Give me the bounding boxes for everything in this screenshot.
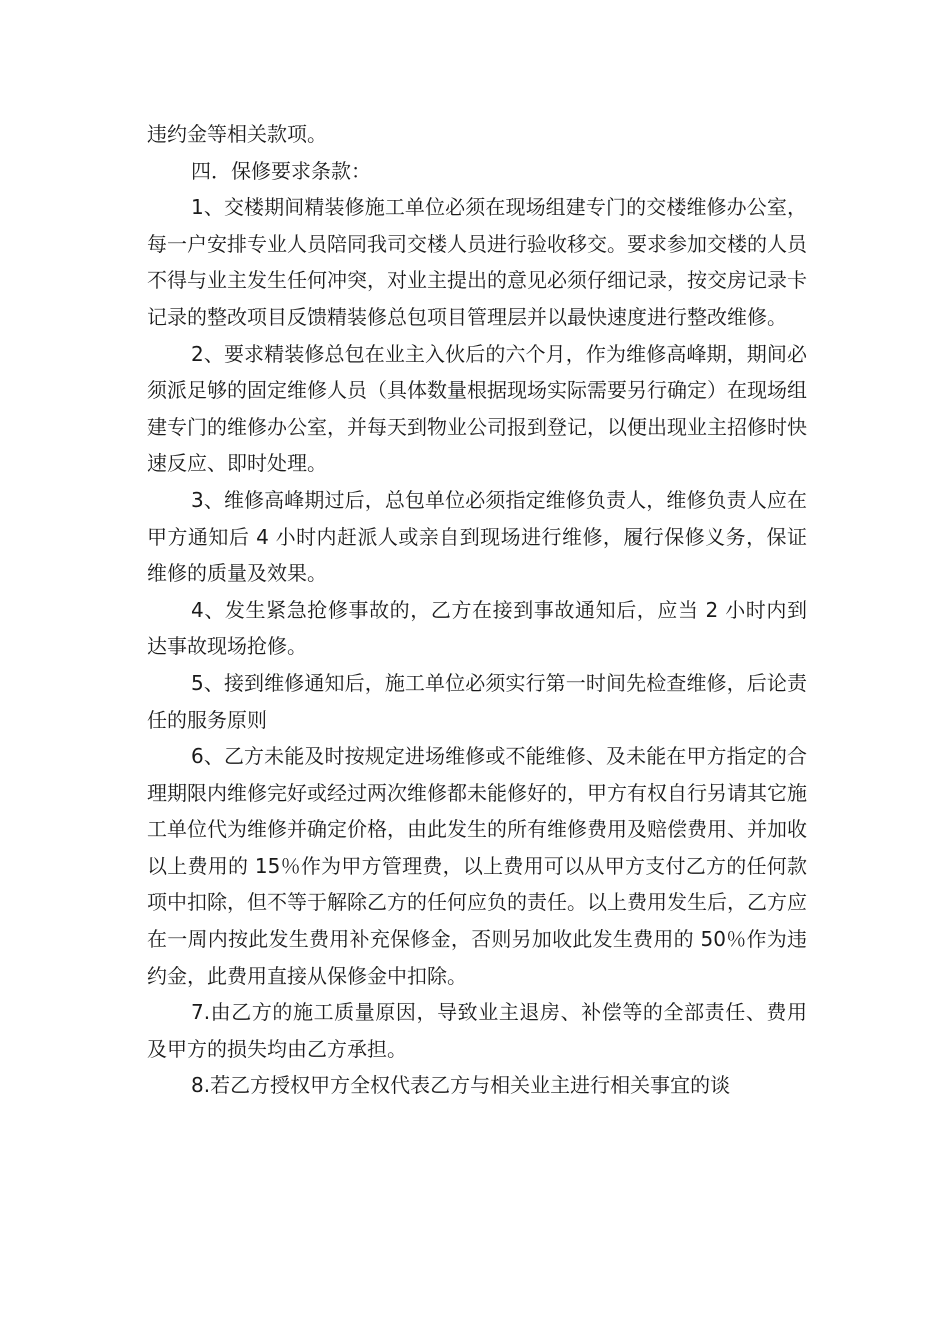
paragraph-continuation: 违约金等相关款项。: [147, 122, 327, 146]
paragraph-clause-2: 2、要求精装修总包在业主入伙后的六个月，作为维修高峰期，期间必须派足够的固定维修人员（具体数量根据现场实际需要另行确定）在现场组建专门的维修办公室，并每天到物业公司报到登记，以便出现业主招修时快速反应、即时处理。: [147, 341, 807, 476]
paragraph-clause-7: 7.由乙方的施工质量原因，导致业主退房、补偿等的全部责任、费用及甲方的损失均由乙方承担。: [147, 1000, 807, 1061]
paragraph-clause-6: 6、乙方未能及时按规定进场维修或不能维修、及未能在甲方指定的合理期限内维修完好或经过两次维修都未能修好的，甲方有权自行另请其它施工单位代为维修并确定价格，由此发生的所有维修费用及赔偿费用、并加收以上费用的 15％作为甲方管理费，以上费用可以从甲方支付乙方的任何款项中扣除，但不等于解除乙方的任何应负的责任。以上费用发生后，乙方应在一周内按此发生费用补充保修金，否则另加收此发生费用的 50％作为违约金，此费用直接从保修金中扣除。: [147, 744, 807, 988]
document-body: [147, 116, 807, 1104]
paragraph-clause-8: 8.若乙方授权甲方全权代表乙方与相关业主进行相关事宜的谈: [191, 1073, 731, 1098]
paragraph-clause-1: 1、交楼期间精装修施工单位必须在现场组建专门的交楼维修办公室，每一户安排专业人员陪同我司交楼人员进行验收移交。要求参加交楼的人员不得与业主发生任何冲突，对业主提出的意见必须仔细记录，按交房记录卡记录的整改项目反馈精装修总包项目管理层并以最快速度进行整改维修。: [147, 195, 807, 329]
section-heading: 四．保修要求条款：: [191, 158, 371, 183]
paragraph-clause-4: 4、发生紧急抢修事故的，乙方在接到事故通知后，应当 2 小时内到达事故现场抢修。: [147, 597, 807, 659]
paragraph-clause-5: 5、接到维修通知后，施工单位必须实行第一时间先检查维修，后论责任的服务原则: [147, 670, 807, 732]
paragraph-clause-3: 3、维修高峰期过后，总包单位必须指定维修负责人，维修负责人应在甲方通知后 4 小时内赶派人或亲自到现场进行维修，履行保修义务，保证维修的质量及效果。: [147, 487, 807, 586]
